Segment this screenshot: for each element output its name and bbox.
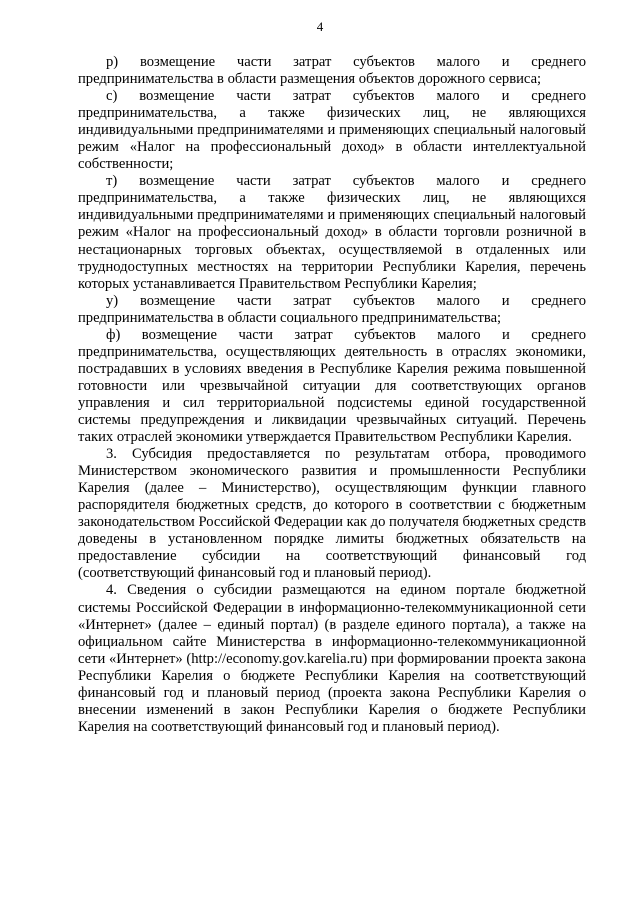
- paragraph-section-3: 3. Субсидия предоставляется по результатам отбора, проводимого Министерством экономического развития и промышленности Республики Карелия (далее – Министерство), осуществляющим функции главного распорядителя бюджетных средств, до которого в соответствии с бюджетным законодательством Российской Федерации как до получателя бюджетных средств доведены в установленном порядке лимиты бюджетных обязательств на предоставление субсидии на соответствующий финансовый год (соответствующий финансовый год и плановый период).: [78, 446, 587, 582]
- document-body: [78, 54, 586, 736]
- paragraph-section-4: 4. Сведения о субсидии размещаются на едином портале бюджетной системы Российской Федерации в информационно-телекоммуникационной сети «Интернет» (далее – единый портал) (в разделе единого портала), а также на официальном сайте Министерства в информационно-телекоммуникационной сети «Интернет» (http://economy.gov.karelia.ru) при формировании проекта закона Республики Карелия о бюджете Республики Карелия на соответствующий финансовый год и плановый период (проекта закона Республики Карелия о внесении изменений в закон Республики Карелия о бюджете Республики Карелия на соответствующий финансовый год и плановый период).: [78, 582, 587, 735]
- paragraph-item-f: ф) возмещение части затрат субъектов малого и среднего предпринимательства, осуществляющих деятельность в отраслях экономики, пострадавших в условиях введения в Республике Карелия режима повышенной готовности или чрезвычайной ситуации для соответствующих органов управления и сил территориальной подсистемы единой государственной системы предупреждения и ликвидации чрезвычайных ситуаций. Перечень таких отраслей экономики утверждается Правительством Республики Карелия.: [78, 326, 586, 446]
- paragraph-item-s: с) возмещение части затрат субъектов малого и среднего предпринимательства, а также физических лиц, не являющихся индивидуальными предпринимателями и применяющих специальный налоговый режим «Налог на профессиональный доход» в области интеллектуальной собственности;: [78, 88, 586, 173]
- paragraph-item-t: т) возмещение части затрат субъектов малого и среднего предпринимательства, а также физических лиц, не являющихся индивидуальными предпринимателями и применяющих специальный налоговый режим «Налог на профессиональный доход» в области торговли розничной в нестационарных торговых объектах, осуществляемой в отдаленных или труднодоступных местностях на территории Республики Карелия, перечень которых устанавливается Правительством Республики Карелия;: [78, 173, 586, 292]
- page-number: 4: [316, 19, 324, 34]
- paragraph-item-r: р) возмещение части затрат субъектов малого и среднего предпринимательства в области размещения объектов дорожного сервиса;: [78, 54, 586, 88]
- paragraph-item-u: у) возмещение части затрат субъектов малого и среднего предпринимательства в области социального предпринимательства;: [78, 292, 586, 326]
